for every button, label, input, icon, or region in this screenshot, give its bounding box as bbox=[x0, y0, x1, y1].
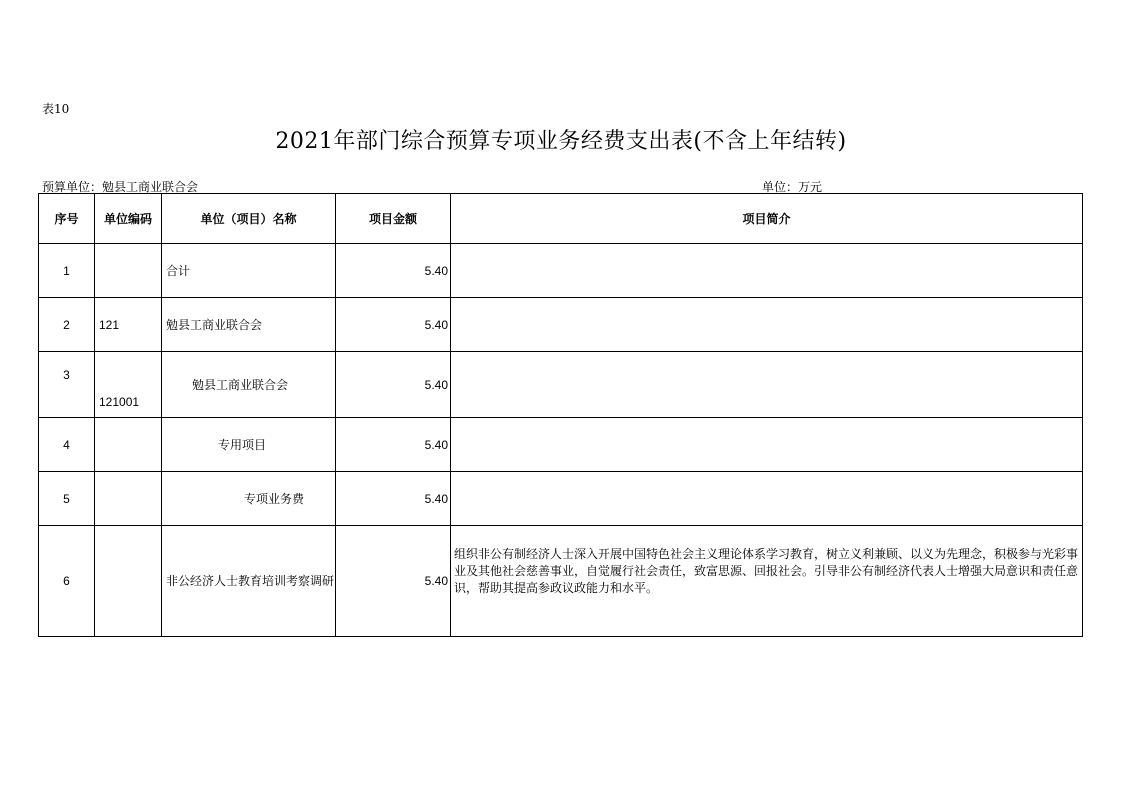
table-row bbox=[39, 244, 1083, 298]
cell-desc bbox=[451, 298, 1083, 352]
cell-desc bbox=[451, 418, 1083, 472]
cell-amount: 5.40 bbox=[336, 298, 451, 352]
cell-name: 勉县工商业联合会 bbox=[162, 352, 336, 418]
cell-seq: 6 bbox=[39, 526, 95, 637]
table-row bbox=[39, 526, 1083, 637]
table-header-row bbox=[39, 194, 1083, 244]
cell-seq: 4 bbox=[39, 418, 95, 472]
cell-seq: 1 bbox=[39, 244, 95, 298]
cell-code bbox=[95, 418, 162, 472]
cell-amount: 5.40 bbox=[336, 418, 451, 472]
cell-amount: 5.40 bbox=[336, 472, 451, 526]
page-title: 2021年部门综合预算专项业务经费支出表(不含上年结转) bbox=[275, 129, 847, 154]
cell-name: 勉县工商业联合会 bbox=[162, 298, 336, 352]
cell-amount: 5.40 bbox=[336, 244, 451, 298]
cell-name: 专项业务费 bbox=[162, 472, 336, 526]
cell-name: 合计 bbox=[162, 244, 336, 298]
table-row bbox=[39, 352, 1083, 418]
cell-desc bbox=[451, 472, 1083, 526]
table-row bbox=[39, 418, 1083, 472]
budget-unit-label: 预算单位：勉县工商业联合会 bbox=[42, 180, 199, 194]
cell-desc bbox=[451, 352, 1083, 418]
cell-name: 非公经济人士教育培训考察调研 bbox=[162, 526, 336, 637]
header-desc: 项目简介 bbox=[451, 194, 1083, 244]
cell-seq: 5 bbox=[39, 472, 95, 526]
table-row bbox=[39, 298, 1083, 352]
table-row bbox=[39, 472, 1083, 526]
header-code: 单位编码 bbox=[95, 194, 162, 244]
cell-amount: 5.40 bbox=[336, 526, 451, 637]
cell-desc: 组织非公有制经济人士深入开展中国特色社会主义理论体系学习教育，树立义利兼顾、以义为先理念，积极参与光彩事业及其他社会慈善事业，自觉履行社会责任，致富思源、回报社会。引导非公有制经济代表人士增强大局意识和责任意识，帮助其提高参政议政能力和水平。 bbox=[451, 526, 1083, 637]
currency-unit-label: 单位：万元 bbox=[762, 180, 823, 194]
header-seq: 序号 bbox=[39, 194, 95, 244]
header-name: 单位（项目）名称 bbox=[162, 194, 336, 244]
budget-table bbox=[38, 193, 1083, 637]
cell-amount: 5.40 bbox=[336, 352, 451, 418]
cell-code bbox=[95, 526, 162, 637]
cell-desc bbox=[451, 244, 1083, 298]
table-number: 表10 bbox=[42, 102, 70, 116]
cell-code: 121001 bbox=[95, 352, 162, 418]
cell-code bbox=[95, 472, 162, 526]
cell-name: 专用项目 bbox=[162, 418, 336, 472]
cell-code bbox=[95, 244, 162, 298]
cell-seq: 3 bbox=[39, 352, 95, 418]
header-amount: 项目金额 bbox=[336, 194, 451, 244]
cell-seq: 2 bbox=[39, 298, 95, 352]
cell-code: 121 bbox=[95, 298, 162, 352]
